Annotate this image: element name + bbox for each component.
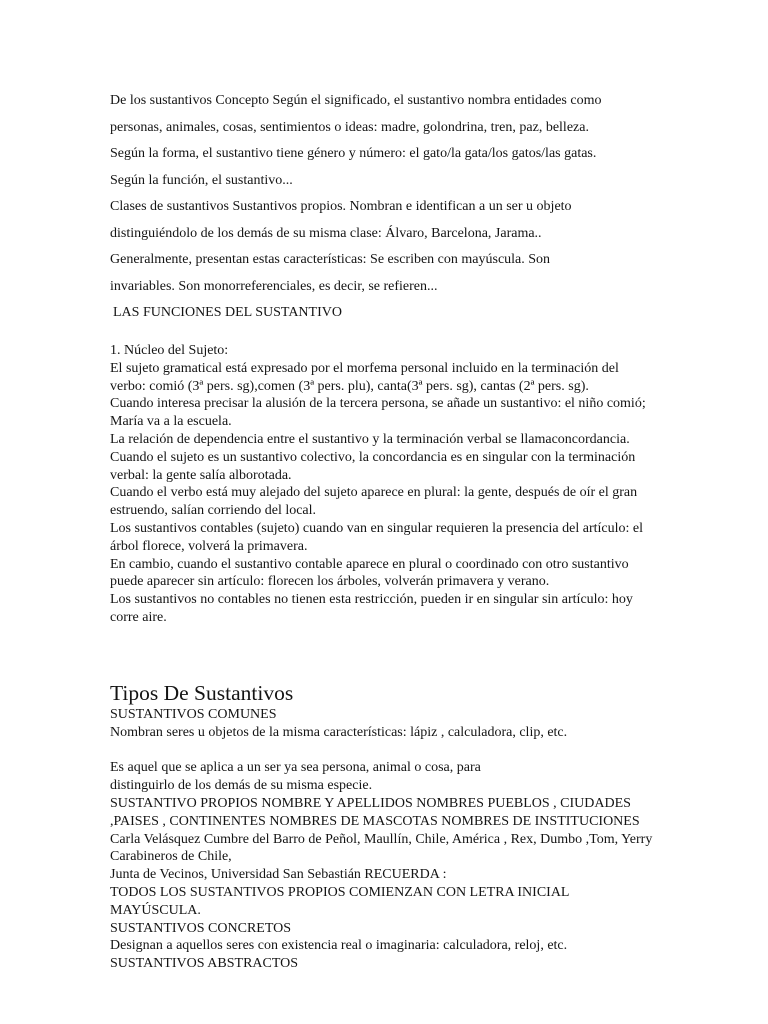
intro-line: Clases de sustantivos Sustantivos propios. Nombran e identifican a un ser u objeto [110,199,572,214]
funciones-body [110,342,655,627]
tipos-section [110,706,655,973]
body-paragraph: La relación de dependencia entre el sustantivo y la terminación verbal se llamaconcordancia. [110,431,630,447]
definition-line: distinguirlo de los demás de su misma especie. [110,778,373,794]
intro-section [110,88,655,300]
propios-text: SUSTANTIVO PROPIOS NOMBRE Y APELLIDOS NOMBRES PUEBLOS , CIUDADES ,PAISES , CONTINENTES NOMBRES DE MASCOTAS NOMBRES DE INSTITUCIONES Carla Velásquez Cumbre del Barro de Peñol, Maullín, Chile, América , Rex, Dumbo ,Tom, Yerry Carabineros de Chile, [110,795,653,865]
intro-line: Según la función, el sustantivo... [110,172,293,188]
spacer [110,742,655,760]
body-paragraph: En cambio, cuando el sustantivo contable aparece en plural o coordinado con otro sustantivo puede aparecer sin artículo: florecen los árboles, volverán primavera y verano. [110,556,629,590]
body-paragraph: El sujeto gramatical está expresado por el morfema personal incluido en la terminación del verbo: comió (3ª pers. sg),comen (3ª pers. plu), canta(3ª pers. sg), cantas (2ª pers. sg). [110,360,619,394]
concretos-heading: SUSTANTIVOS CONCRETOS [110,920,292,936]
propios-tail: Junta de Vecinos, Universidad San Sebastián RECUERDA : [110,867,447,883]
intro-line: distinguiéndolo de los demás de su misma clase: Álvaro, Barcelona, Jarama.. [110,225,542,241]
body-paragraph: Cuando el verbo está muy alejado del sujeto aparece en plural: la gente, después de oír el gran estruendo, salían corriendo del local. [110,485,638,519]
definition-line: Es aquel que se aplica a un ser ya sea persona, animal o cosa, para [110,760,481,776]
intro-line: Generalmente, presentan estas características: Se escriben con mayúscula. Son [110,252,551,267]
recuerda-text: TODOS LOS SUSTANTIVOS PROPIOS COMIENZAN CON LETRA INICIAL MAYÚSCULA. [110,884,569,918]
body-paragraph: 1. Núcleo del Sujeto: [110,343,229,358]
comunes-heading: SUSTANTIVOS COMUNES [110,707,277,722]
abstractos-heading: SUSTANTIVOS ABSTRACTOS [110,956,299,972]
body-paragraph: Los sustantivos contables (sujeto) cuando van en singular requieren la presencia del artículo: el árbol florece, volverá la primavera. [110,520,643,554]
funciones-heading: LAS FUNCIONES DEL SUSTANTIVO [113,305,342,320]
body-paragraph: Los sustantivos no contables no tienen esta restricción, pueden ir en singular sin artículo: hoy corre aire. [110,592,633,625]
intro-line: invariables. Son monorreferenciales, es decir, se refieren... [110,278,438,294]
body-paragraph: Cuando interesa precisar la alusión de la tercera persona, se añade un sustantivo: el niño comió; María va a la escuela. [110,396,646,430]
tipos-title: Tipos De Sustantivos [110,681,294,705]
body-paragraph: Cuando el sujeto es un sustantivo colectivo, la concordancia es en singular con la terminación verbal: la gente salía alborotada. [110,449,636,483]
concretos-text: Designan a aquellos seres con existencia real o imaginaria: calculadora, reloj, etc. [110,938,568,954]
intro-line: personas, animales, cosas, sentimientos o ideas: madre, golondrina, tren, paz, belleza. [110,119,589,135]
intro-line: De los sustantivos Concepto Según el significado, el sustantivo nombra entidades como [110,93,602,108]
intro-line: Según la forma, el sustantivo tiene género y número: el gato/la gata/los gatos/las gatas. [110,146,597,161]
comunes-text: Nombran seres u objetos de la misma características: lápiz , calculadora, clip, etc. [110,724,568,740]
